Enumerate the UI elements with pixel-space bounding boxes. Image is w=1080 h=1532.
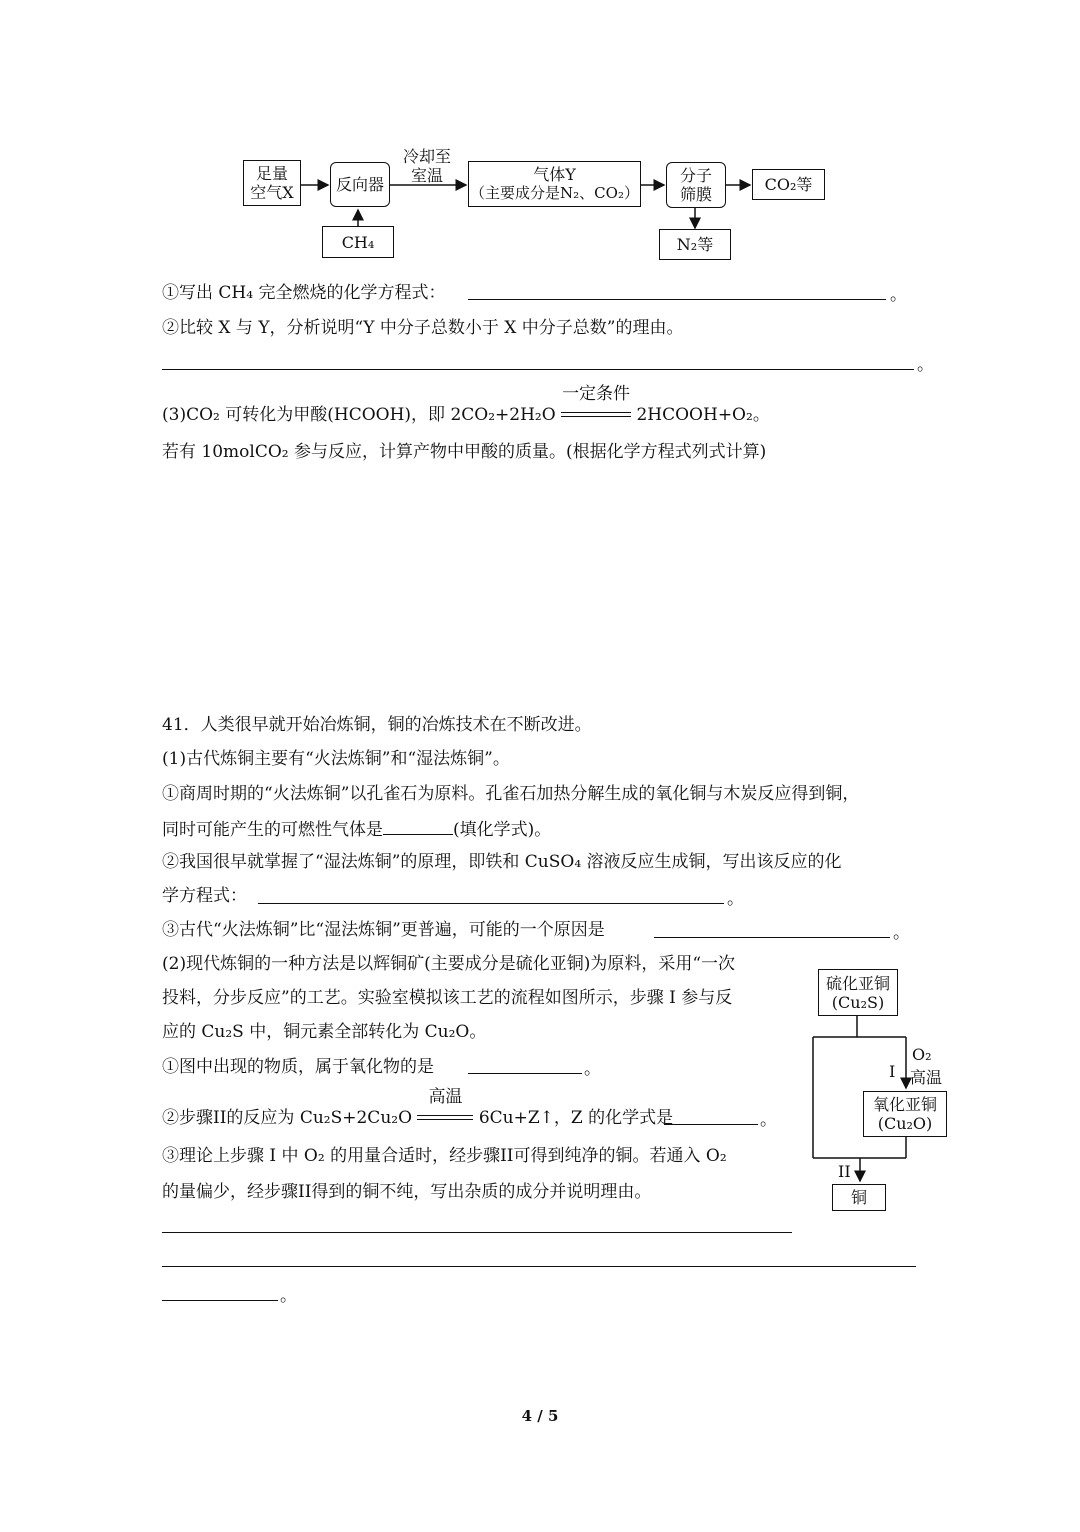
- reactor-box: 反向器: [330, 162, 390, 207]
- step1-label: I: [889, 1062, 896, 1081]
- answer-line-reason: [654, 937, 890, 938]
- cu2o-box: 氧化亚铜 (Cu₂O): [863, 1091, 947, 1137]
- answer-line-oxide: [468, 1073, 582, 1074]
- heat-label: 高温: [910, 1068, 943, 1087]
- cu2s-box: 硫化亚铜 (Cu₂S): [818, 969, 898, 1016]
- n2-box: N₂等: [659, 229, 731, 260]
- period: 。: [280, 1286, 297, 1306]
- q41-part1-1a: ①商周时期的“火法炼铜”以孔雀石为原料。孔雀石加热分解生成的氧化铜与木炭反应得到铜，: [162, 784, 860, 804]
- answer-line-equation: [258, 903, 724, 904]
- q41-part2-3b: 的量偏少，经步骤II得到的铜不纯，写出杂质的成分并说明理由。: [162, 1182, 652, 1202]
- reaction-condition-heat: 高温: [417, 1106, 473, 1130]
- period: 。: [727, 889, 744, 909]
- q41-part1-2b: 学方程式：: [162, 886, 247, 906]
- q41-part1-2a: ②我国很早就掌握了“湿法炼铜”的原理，即铁和 CuSO₄ 溶液反应生成铜，写出该反应的化: [162, 852, 842, 872]
- answer-line-compare: [162, 369, 914, 370]
- q41-part2-3a: ③理论上步骤 I 中 O₂ 的用量合适时，经步骤II可得到纯净的铜。若通入 O₂: [162, 1146, 727, 1166]
- sieve-box: 分子 筛膜: [666, 162, 726, 208]
- period: 。: [890, 285, 907, 305]
- period: 。: [917, 355, 934, 375]
- cu-box: 铜: [832, 1184, 886, 1211]
- q41-part2-1: ①图中出现的物质，属于氧化物的是: [162, 1057, 434, 1077]
- q41-part2c: 应的 Cu₂S 中，铜元素全部转化为 Cu₂O。: [162, 1022, 487, 1042]
- answer-blank-gas: [383, 816, 453, 835]
- answer-line-impurity-2: [162, 1266, 916, 1267]
- q41-part1: (1)古代炼铜主要有“火法炼铜”和“湿法炼铜”。: [162, 749, 510, 769]
- ch4-box: CH₄: [322, 226, 394, 258]
- q40-sub2: ②比较 X 与 Y，分析说明“Y 中分子总数小于 X 中分子总数”的理由。: [162, 318, 684, 338]
- q41-part2a: (2)现代炼铜的一种方法是以辉铜矿(主要成分是硫化亚铜)为原料，采用“一次: [162, 954, 736, 974]
- q40-sub1: ①写出 CH₄ 完全燃烧的化学方程式：: [162, 283, 446, 303]
- q41-part2b: 投料，分步反应”的工艺。实验室模拟该工艺的流程如图所示，步骤 I 参与反: [162, 988, 733, 1008]
- answer-line-impurity-1: [162, 1232, 792, 1233]
- answer-line-ch4: [468, 299, 886, 300]
- q41-part2-2: ②步骤II的反应为 Cu₂S+2Cu₂O 高温 6Cu+Z↑，Z 的化学式是: [162, 1087, 674, 1128]
- air-x-box: 足量 空气X: [243, 160, 301, 206]
- answer-line-z: [664, 1124, 758, 1125]
- q41-title: 41．人类很早就开始冶炼铜，铜的冶炼技术在不断改进。: [162, 715, 592, 735]
- period: 。: [760, 1110, 777, 1130]
- cool-label: 冷却至 室温: [402, 147, 451, 185]
- page-number: 4 / 5: [521, 1407, 559, 1425]
- gas-y-box: 气体Y （主要成分是N₂、CO₂）: [468, 161, 641, 207]
- o2-label: O₂: [912, 1045, 932, 1064]
- q41-part1-3: ③古代“火法炼铜”比“湿法炼铜”更普遍，可能的一个原因是: [162, 920, 605, 940]
- period: 。: [893, 923, 910, 943]
- co2-box: CO₂等: [752, 169, 825, 200]
- q41-part1-1b: 同时可能产生的可燃性气体是 (填化学式)。: [162, 816, 551, 842]
- flow1-arrows: [0, 0, 1080, 280]
- q40-part3-line2: 若有 10molCO₂ 参与反应，计算产物中甲酸的质量。(根据化学方程式列式计算): [162, 442, 767, 462]
- reaction-condition: 一定条件: [561, 403, 631, 427]
- q40-part3: (3)CO₂ 可转化为甲酸(HCOOH)，即 2CO₂+2H₂O 一定条件 2HCOOH+O₂。: [162, 384, 770, 425]
- period: 。: [584, 1059, 601, 1079]
- answer-line-impurity-3: [162, 1300, 278, 1301]
- step2-label: II: [838, 1162, 851, 1181]
